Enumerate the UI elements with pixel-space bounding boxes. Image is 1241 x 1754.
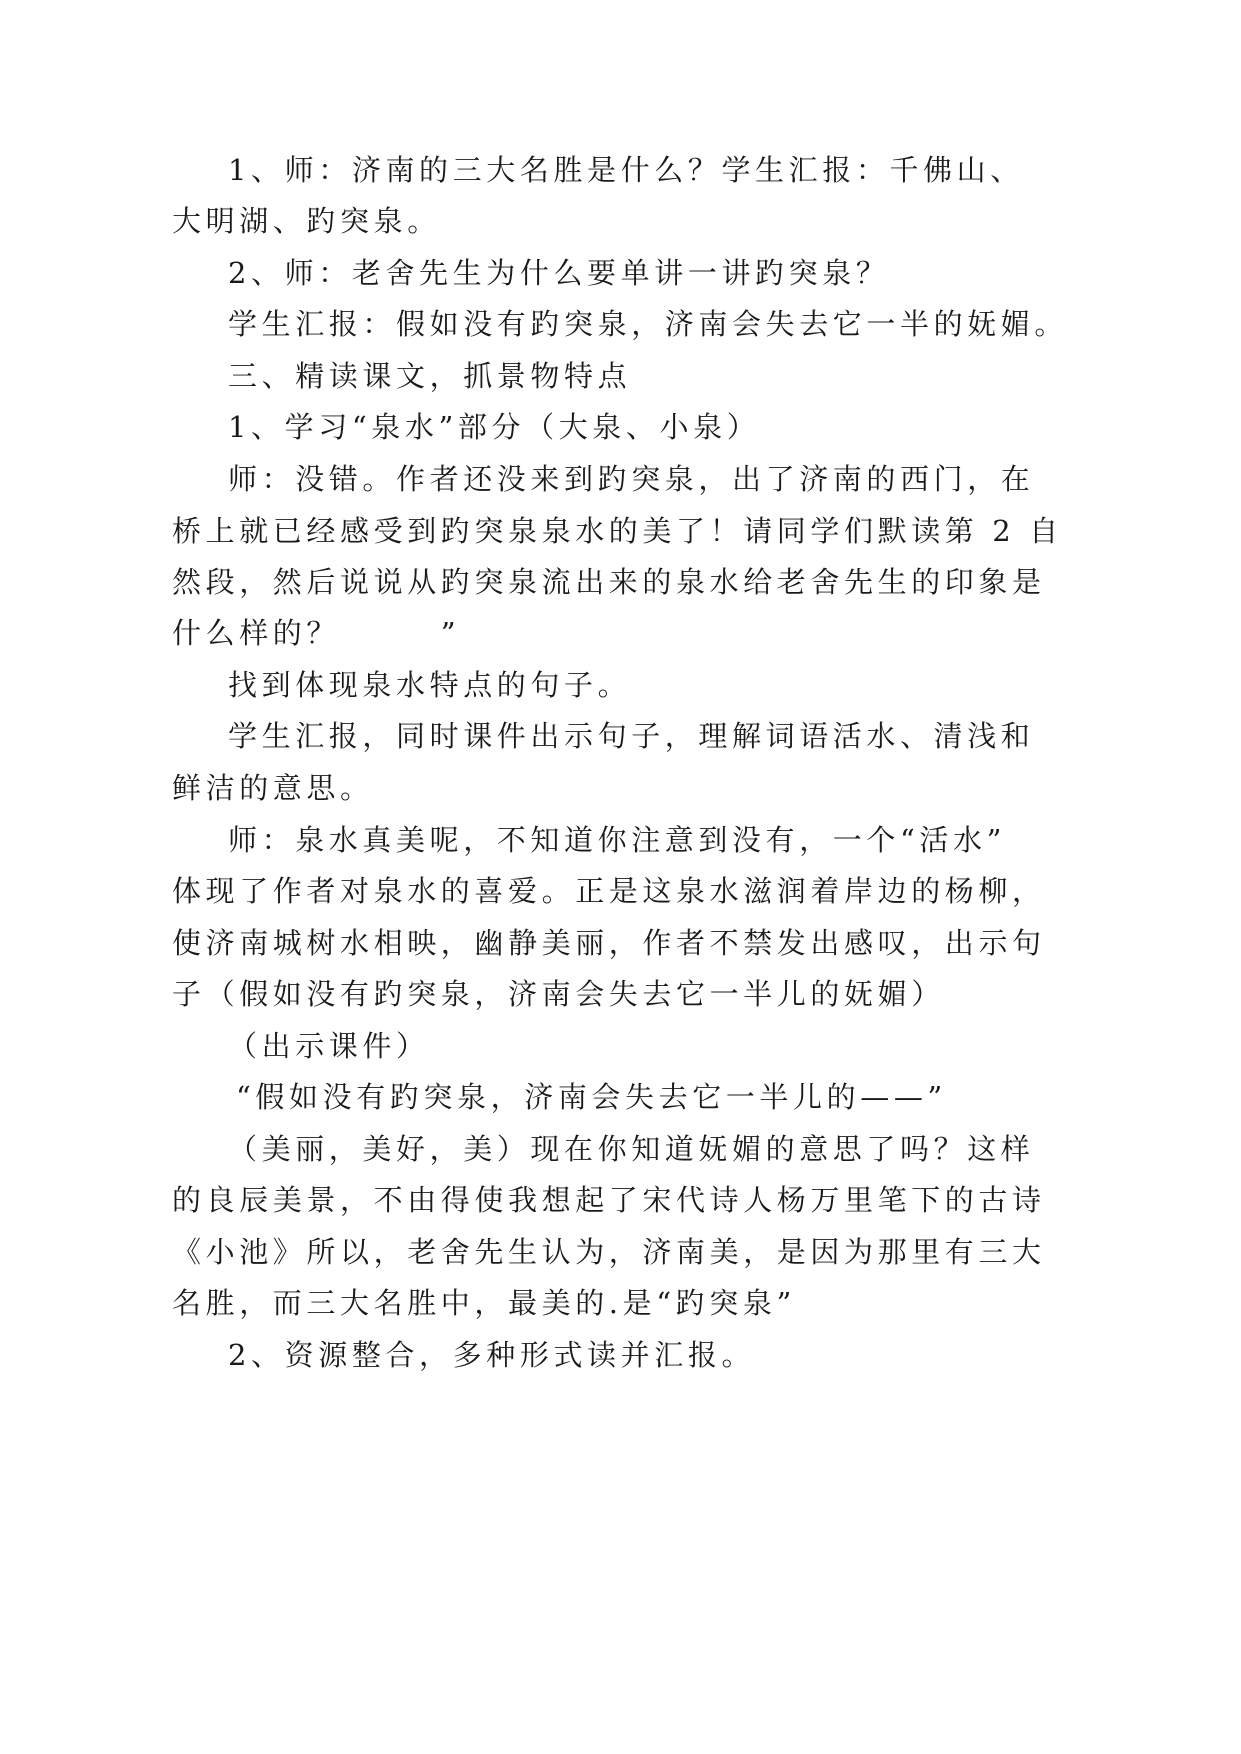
paragraph-line: 鲜洁的意思。 <box>172 771 374 805</box>
paragraph-line: （出示课件） <box>228 1029 430 1063</box>
paragraph-line: 名胜，而三大名胜中，最美的.是“趵突泉” <box>172 1286 796 1320</box>
paragraph-line: 子（假如没有趵突泉，济南会失去它一半儿的妩媚） <box>172 977 945 1011</box>
paragraph-line: 使济南城树水相映，幽静美丽，作者不禁发出感叹，出示句 <box>172 926 1046 960</box>
paragraph-line: 2、师：老舍先生为什么要单讲一讲趵突泉？ <box>228 256 890 290</box>
paragraph-line: 《小池》所以，老舍先生认为，济南美，是因为那里有三大 <box>172 1235 1046 1269</box>
section-heading: 三、精读课文，抓景物特点 <box>228 359 632 393</box>
paragraph-line: 的良辰美景，不由得使我想起了宋代诗人杨万里笔下的古诗 <box>172 1183 1046 1217</box>
paragraph-line: 学生汇报，同时课件出示句子，理解词语活水、清浅和 <box>228 719 1035 753</box>
paragraph-line: 1、师：济南的三大名胜是什么？学生汇报：千佛山、 <box>228 153 1024 187</box>
paragraph-line: 桥上就已经感受到趵突泉泉水的美了！请同学们默读第 2 自 <box>172 514 1063 548</box>
paragraph-line: 体现了作者对泉水的喜爱。正是这泉水滋润着岸边的杨柳， <box>172 874 1046 908</box>
paragraph-line: 什么样的？ ” <box>172 616 461 650</box>
paragraph-line: 然段，然后说说从趵突泉流出来的泉水给老舍先生的印象是 <box>172 565 1046 599</box>
paragraph-line: （美丽，美好，美）现在你知道妩媚的意思了吗？这样 <box>228 1132 1035 1166</box>
paragraph-line: 大明湖、趵突泉。 <box>172 204 441 238</box>
paragraph-line: 1、学习“泉水”部分（大泉、小泉） <box>228 410 761 444</box>
paragraph-line: 师：没错。作者还没来到趵突泉，出了济南的西门，在 <box>228 462 1035 496</box>
paragraph-line: 2、资源整合，多种形式读并汇报。 <box>228 1338 756 1372</box>
paragraph-line: 找到体现泉水特点的句子。 <box>228 668 632 702</box>
paragraph-line: 学生汇报：假如没有趵突泉，济南会失去它一半的妩媚。 <box>228 307 1069 341</box>
paragraph-line: “假如没有趵突泉，济南会失去它一半儿的——” <box>236 1080 947 1114</box>
paragraph-line: 师：泉水真美呢，不知道你注意到没有，一个“活水” <box>228 823 1007 857</box>
